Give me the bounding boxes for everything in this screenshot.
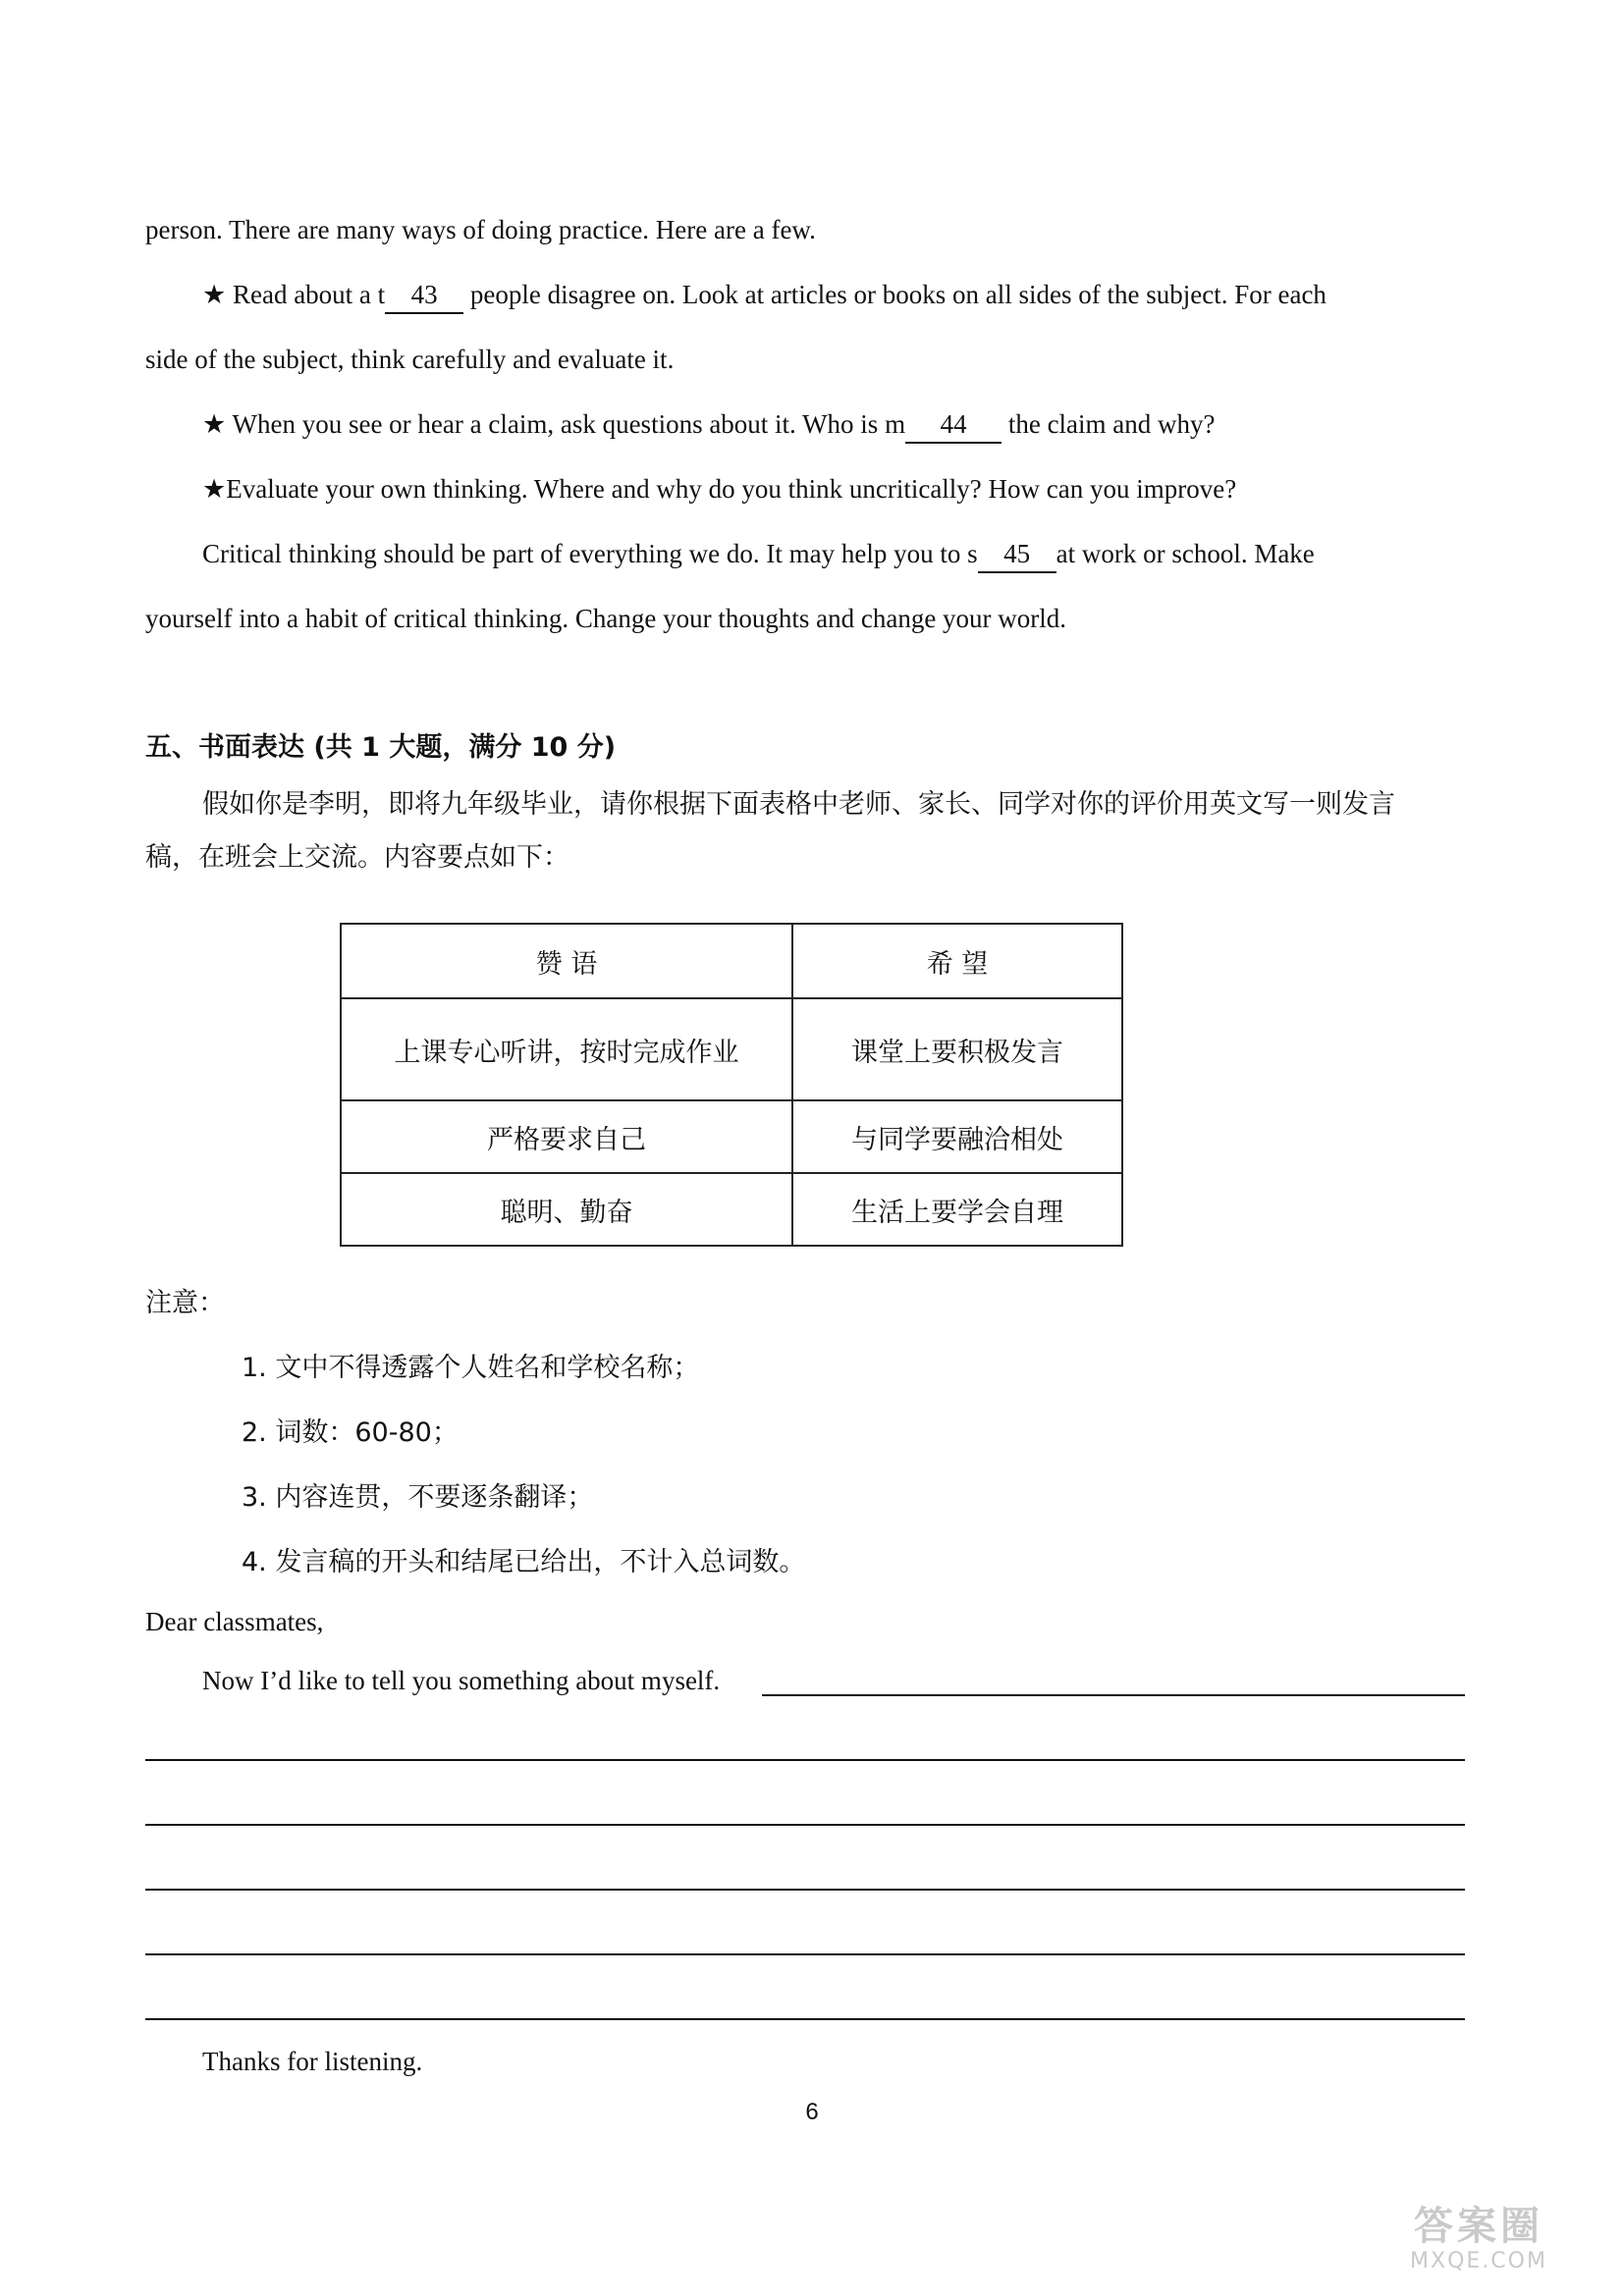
- star-icon: ★: [202, 280, 227, 309]
- passage-line: yourself into a habit of critical thinking. Change your thoughts and change your world.: [145, 604, 1067, 633]
- table-row: [341, 1173, 1122, 1246]
- table-cell: 上课专心听讲，按时完成作业: [341, 998, 792, 1100]
- table-cell: 课堂上要积极发言: [792, 998, 1122, 1100]
- page-number: 6: [805, 2099, 819, 2125]
- paragraph-text: Critical thinking should be part of everything we do. It may help you to s: [202, 539, 978, 568]
- bullet-text: people disagree on. Look at articles or books on all sides of the subject. For each: [463, 280, 1326, 309]
- note-number: 1.: [242, 1353, 267, 1383]
- writing-line[interactable]: [145, 1824, 1465, 1826]
- evaluation-table: [340, 923, 1123, 1247]
- bullet-text: the claim and why?: [1001, 409, 1216, 439]
- writing-line[interactable]: [145, 1889, 1465, 1891]
- bullet-text: When you see or hear a claim, ask questions about it. Who is m: [226, 409, 906, 439]
- note-number: 3.: [242, 1482, 267, 1513]
- answer-blank-45: 45: [978, 536, 1056, 573]
- section-heading: 五、书面表达 (共 1 大题，满分 10 分): [145, 732, 617, 763]
- table-cell: 与同学要融洽相处: [792, 1100, 1122, 1173]
- table-cell: 生活上要学会自理: [792, 1173, 1122, 1246]
- answer-blank-43: 43: [385, 277, 463, 314]
- paragraph-text: at work or school. Make: [1056, 539, 1315, 568]
- watermark-url: MXQE.COM: [1410, 2249, 1547, 2273]
- watermark-logo: [1380, 2204, 1577, 2282]
- letter-closing: Thanks for listening.: [202, 2047, 423, 2076]
- note-item: [242, 1415, 459, 1451]
- star-icon: ★: [202, 409, 227, 439]
- bullet-item-44: [202, 406, 1216, 444]
- writing-line[interactable]: [145, 1953, 1465, 1955]
- writing-line[interactable]: [762, 1694, 1465, 1696]
- table-cell: 严格要求自己: [341, 1100, 792, 1173]
- table-cell: 聪明、勤奋: [341, 1173, 792, 1246]
- table-row: [341, 998, 1122, 1100]
- table-header-hope: 希 望: [792, 924, 1122, 998]
- note-text: 内容连贯，不要逐条翻译；: [275, 1482, 594, 1513]
- task-intro: 稿，在班会上交流。内容要点如下：: [145, 842, 569, 873]
- task-intro: 假如你是李明，即将九年级毕业，请你根据下面表格中老师、家长、同学对你的评价用英文写一则发言: [202, 789, 1395, 820]
- bullet-item-43: [202, 277, 1326, 314]
- note-number: 4.: [242, 1547, 267, 1577]
- passage-line: side of the subject, think carefully and evaluate it.: [145, 345, 675, 374]
- note-number: 2.: [242, 1417, 267, 1448]
- note-text: 词数：60-80；: [275, 1417, 459, 1448]
- bullet-item-evaluate: [202, 471, 1236, 507]
- watermark-text: 答案圈: [1414, 2204, 1543, 2249]
- bullet-text: Read about a t: [226, 280, 386, 309]
- answer-blank-44: 44: [905, 406, 1001, 444]
- note-text: 发言稿的开头和结尾已给出，不计入总词数。: [275, 1547, 806, 1577]
- table-header-row: [341, 924, 1122, 998]
- star-icon: ★: [202, 474, 227, 504]
- letter-greeting: Dear classmates,: [145, 1607, 324, 1636]
- passage-paragraph-45: [202, 536, 1315, 573]
- writing-line[interactable]: [145, 1759, 1465, 1761]
- passage-line: person. There are many ways of doing practice. Here are a few.: [145, 215, 816, 244]
- writing-line[interactable]: [145, 2018, 1465, 2020]
- bullet-text: Evaluate your own thinking. Where and why do you think uncritically? How can you improve?: [226, 474, 1237, 504]
- letter-opening: Now I’d like to tell you something about myself.: [202, 1666, 721, 1695]
- note-item: [242, 1351, 699, 1386]
- note-text: 文中不得透露个人姓名和学校名称；: [275, 1353, 700, 1383]
- table-header-praise: 赞 语: [341, 924, 792, 998]
- note-item: [242, 1480, 593, 1516]
- note-item: [242, 1545, 805, 1580]
- table-row: [341, 1100, 1122, 1173]
- notes-label: 注意：: [145, 1288, 225, 1318]
